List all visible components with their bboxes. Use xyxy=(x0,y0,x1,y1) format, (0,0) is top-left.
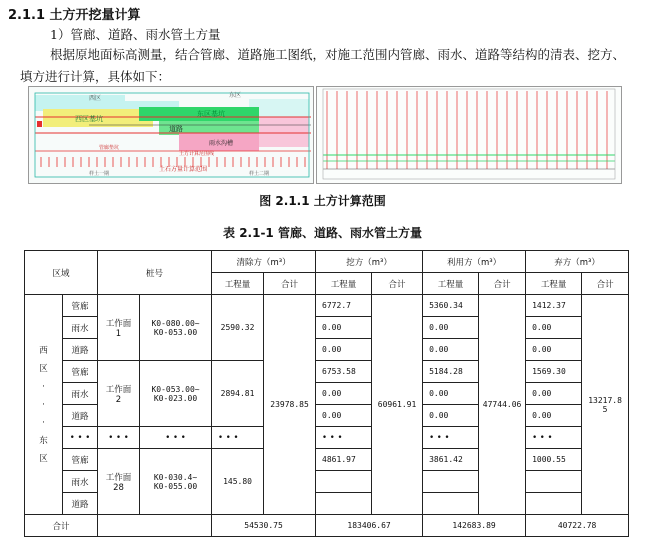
total-use: 142683.89 xyxy=(423,515,526,537)
use-subtotal: 47744.06 xyxy=(479,295,526,515)
area-char: 区 xyxy=(39,453,48,464)
ellipsis: • • • xyxy=(63,427,98,449)
section-heading: 2.1.1 土方开挖量计算 xyxy=(8,8,141,23)
header-area: 区域 xyxy=(25,251,98,295)
section-subheading: 1）管廊、道路、雨水管土方量 xyxy=(50,27,221,42)
area-char: 区 xyxy=(39,363,48,374)
row-type: 管廊 xyxy=(63,361,98,383)
area-char: · xyxy=(42,417,45,428)
waste-qty: 0.00 xyxy=(526,383,582,405)
total-excavate: 183406.67 xyxy=(316,515,423,537)
work-face: 工作面 1 xyxy=(98,295,140,361)
use-qty: 5184.28 xyxy=(423,361,479,383)
row-type: 道路 xyxy=(63,405,98,427)
work-face: 工作面 28 xyxy=(98,449,140,515)
row-type: 雨水 xyxy=(63,317,98,339)
waste-qty: 1412.37 xyxy=(526,295,582,317)
row-type: 雨水 xyxy=(63,471,98,493)
waste-qty xyxy=(526,493,582,515)
area-char: · xyxy=(42,381,45,392)
header-use: 利用方（m³） xyxy=(423,251,526,273)
subheader-qty: 工程量 xyxy=(526,273,582,295)
row-type: 管廊 xyxy=(63,449,98,471)
row-type: 雨水 xyxy=(63,383,98,405)
ellipsis: • • • xyxy=(526,427,582,449)
work-face: 工作面 2 xyxy=(98,361,140,427)
label-bottom-left: 样土一期 xyxy=(89,171,110,177)
excavate-qty: 0.00 xyxy=(316,339,372,361)
figure-profile-right xyxy=(316,86,622,184)
label-bottom-mid: 土石方量计算范围 xyxy=(159,166,208,173)
row-type: 管廊 xyxy=(63,295,98,317)
waste-qty: 0.00 xyxy=(526,339,582,361)
subheader-qty: 工程量 xyxy=(423,273,479,295)
label-earth-section: 土方计算范围线 xyxy=(179,151,215,157)
clear-qty: 2590.32 xyxy=(212,295,264,361)
area-cell xyxy=(25,295,63,515)
label-pipe-rack: 管廊垫坑 xyxy=(99,145,120,151)
header-excavate: 挖方（m³） xyxy=(316,251,423,273)
subheader-total: 合计 xyxy=(582,273,629,295)
pile-range: K0-080.00~ K0-053.00 xyxy=(140,295,212,361)
waste-subtotal: 13217.8 5 xyxy=(582,295,629,515)
ellipsis: • • • xyxy=(423,427,479,449)
pile-range: K0-030.4~ K0-055.00 xyxy=(140,449,212,515)
area-char: 东 xyxy=(39,435,48,446)
waste-qty: 0.00 xyxy=(526,405,582,427)
pile-range: K0-053.00~ K0-023.00 xyxy=(140,361,212,427)
subheader-total: 合计 xyxy=(264,273,316,295)
use-qty: 5360.34 xyxy=(423,295,479,317)
excavate-qty: 4861.97 xyxy=(316,449,372,471)
row-type: 道路 xyxy=(63,493,98,515)
excavate-qty xyxy=(316,493,372,515)
excavate-qty: 6772.7 xyxy=(316,295,372,317)
use-qty: 0.00 xyxy=(423,383,479,405)
subheader-qty: 工程量 xyxy=(316,273,372,295)
clear-subtotal: 23978.85 xyxy=(264,295,316,515)
west-region-shape xyxy=(35,95,125,111)
excavate-qty: 0.00 xyxy=(316,383,372,405)
ellipsis: • • • xyxy=(316,427,372,449)
excavate-qty xyxy=(316,471,372,493)
total-label: 合计 xyxy=(25,515,98,537)
total-pile-empty xyxy=(98,515,212,537)
waste-qty: 1000.55 xyxy=(526,449,582,471)
excavate-subtotal: 60961.91 xyxy=(372,295,423,515)
total-waste: 40722.78 xyxy=(526,515,629,537)
earthwork-table xyxy=(24,250,629,537)
use-qty xyxy=(423,471,479,493)
section-paragraph: 根据原地面标高测量，结合管廊、道路施工图纸，对施工范围内管廊、雨水、道路等结构的清表、挖方、填方进行计算，具体如下： xyxy=(20,47,626,84)
excavate-qty: 0.00 xyxy=(316,405,372,427)
label-west: 西区 xyxy=(89,95,102,102)
subheader-qty: 工程量 xyxy=(212,273,264,295)
waste-qty: 0.00 xyxy=(526,317,582,339)
area-char: · xyxy=(42,399,45,410)
clear-qty: 2894.81 xyxy=(212,361,264,427)
use-qty: 0.00 xyxy=(423,405,479,427)
excavate-qty: 6753.58 xyxy=(316,361,372,383)
waste-qty: 1569.30 xyxy=(526,361,582,383)
row-type: 道路 xyxy=(63,339,98,361)
waste-qty xyxy=(526,471,582,493)
use-qty xyxy=(423,493,479,515)
total-clear: 54530.75 xyxy=(212,515,316,537)
excavate-qty: 0.00 xyxy=(316,317,372,339)
label-rain-ditch: 雨水沟槽 xyxy=(209,140,234,147)
plan-drawing xyxy=(29,87,313,183)
ellipsis: • • • xyxy=(212,427,264,449)
use-qty: 3861.42 xyxy=(423,449,479,471)
ellipsis: • • • xyxy=(140,427,212,449)
use-qty: 0.00 xyxy=(423,339,479,361)
header-pile: 桩号 xyxy=(98,251,212,295)
header-waste: 弃方（m³） xyxy=(526,251,629,273)
label-east-pit: 东区基坑 xyxy=(197,110,225,118)
label-east: 东区 xyxy=(229,92,242,99)
header-clear: 清除方（m³） xyxy=(212,251,316,273)
subheader-total: 合计 xyxy=(372,273,423,295)
label-west-pit: 西区基坑 xyxy=(75,115,103,123)
profile-drawing xyxy=(317,87,621,183)
table-caption: 表 2.1-1 管廊、道路、雨水管土方量 xyxy=(223,226,422,240)
label-road: 道路 xyxy=(169,125,183,133)
ellipsis: • • • xyxy=(98,427,140,449)
subheader-total: 合计 xyxy=(479,273,526,295)
clear-qty: 145.80 xyxy=(212,449,264,515)
figure-caption: 图 2.1.1 土方计算范围 xyxy=(259,194,386,208)
use-qty: 0.00 xyxy=(423,317,479,339)
label-bottom-right: 样土二期 xyxy=(249,171,270,177)
area-char: 西 xyxy=(39,345,48,356)
figure-plan-left xyxy=(28,86,314,184)
